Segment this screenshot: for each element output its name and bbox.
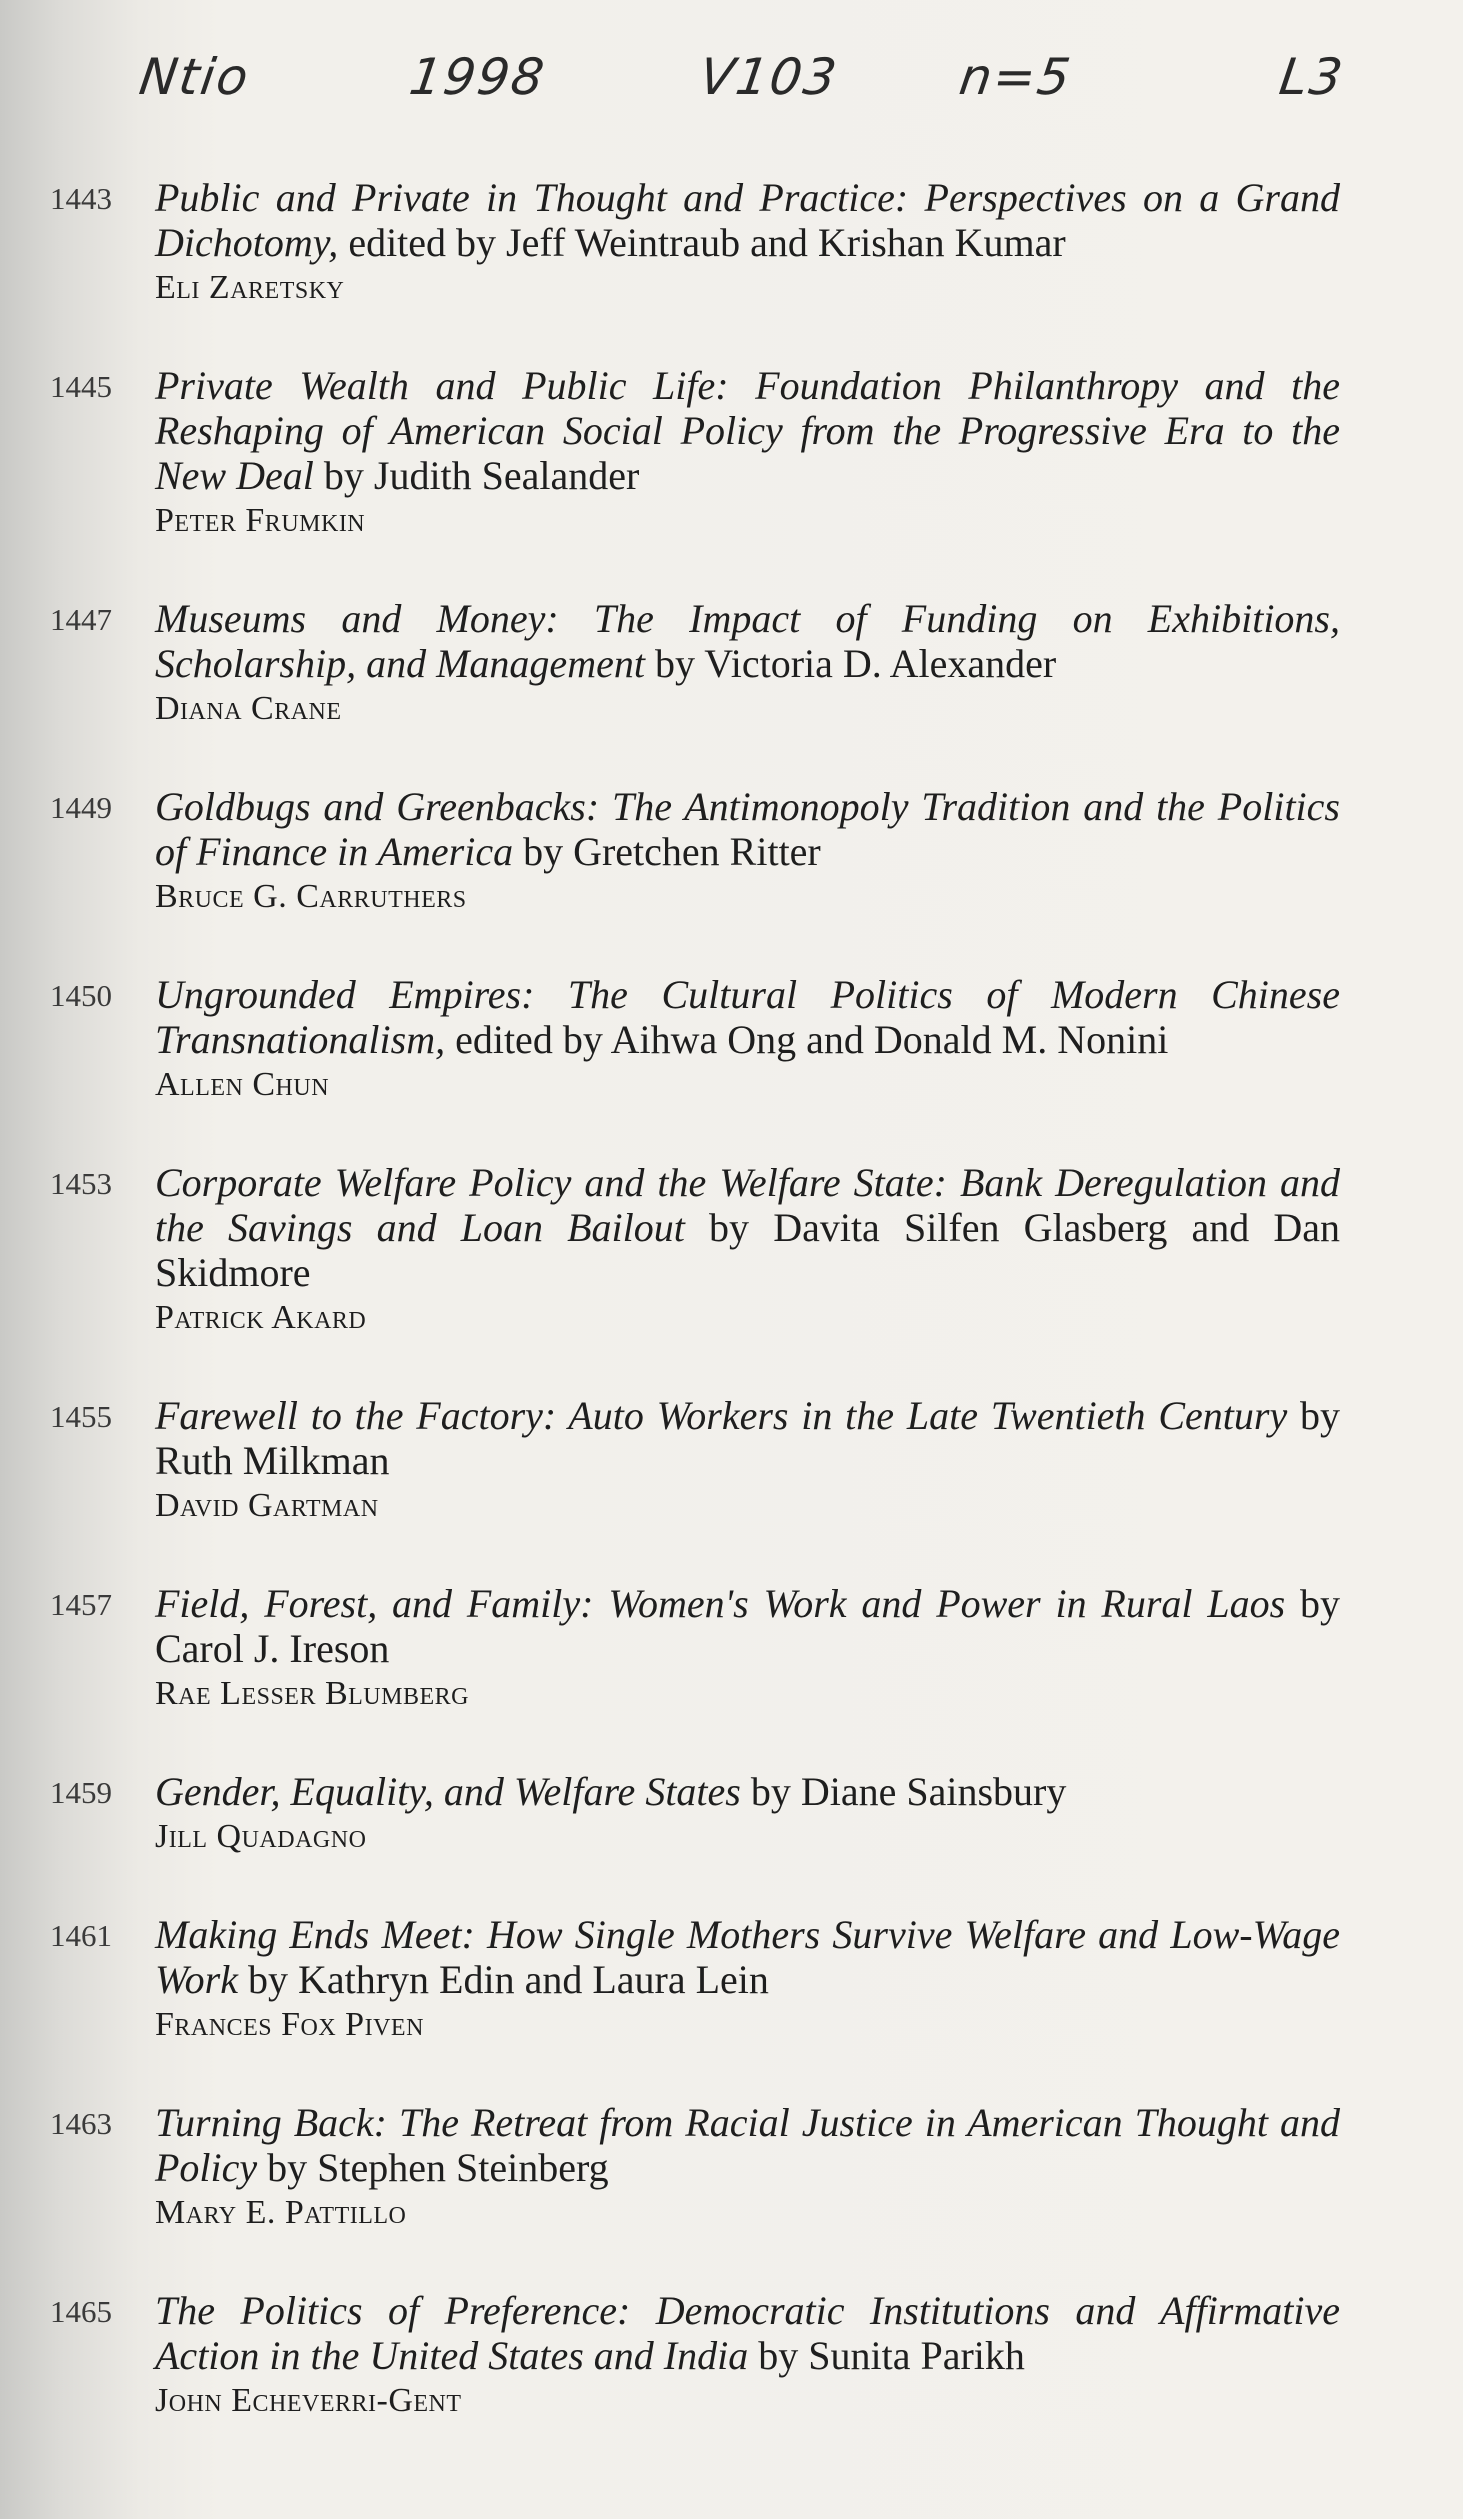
page-number: 1449	[50, 790, 112, 825]
book-author: by Ruth Milkman	[155, 1393, 1341, 1483]
book-author: by Sunita Parikh	[748, 2333, 1025, 2378]
book-citation	[155, 175, 1340, 265]
page-number: 1450	[50, 978, 112, 1013]
book-citation	[155, 784, 1340, 874]
review-list	[50, 175, 1340, 2476]
book-citation	[155, 1769, 1340, 1814]
book-author: by Diane Sainsbury	[740, 1769, 1067, 1814]
page-number: 1447	[50, 602, 112, 637]
book-citation	[155, 1160, 1340, 1295]
handwritten-note: n=5	[955, 48, 1076, 106]
review-entry	[50, 972, 1340, 1108]
book-title: Private Wealth and Public Life: Foundation Philanthropy and the Reshaping of American Social Policy from the Progressive Era to the New Deal	[155, 363, 1340, 498]
book-title: Gender, Equality, and Welfare States	[155, 1769, 741, 1814]
reviewer-name: Diana Crane	[155, 690, 342, 727]
handwritten-note: L3	[1275, 48, 1348, 106]
book-title: Field, Forest, and Family: Women's Work and Power in Rural Laos	[155, 1581, 1286, 1626]
book-title: The Politics of Preference: Democratic Institutions and Affirmative Action in the United States and India	[155, 2288, 1340, 2378]
book-title: Museums and Money: The Impact of Funding on Exhibitions, Scholarship, and Management	[155, 596, 1340, 686]
page-number: 1443	[50, 181, 112, 216]
review-entry	[50, 1393, 1340, 1529]
book-citation	[155, 596, 1340, 686]
reviewer-name: John Echeverri-Gent	[155, 2382, 462, 2419]
reviewer-name: Peter Frumkin	[155, 502, 366, 539]
review-entry	[50, 2100, 1340, 2236]
book-citation	[155, 972, 1340, 1062]
book-author: by Victoria D. Alexander	[644, 641, 1057, 686]
review-entry	[50, 1912, 1340, 2048]
book-author: by Carol J. Ireson	[155, 1581, 1341, 1671]
book-title: Turning Back: The Retreat from Racial Justice in American Thought and Policy	[155, 2100, 1340, 2190]
book-title: Ungrounded Empires: The Cultural Politics of Modern Chinese Transnationalism,	[155, 972, 1340, 1062]
reviewer-name: Patrick Akard	[155, 1299, 367, 1336]
handwritten-note: 1998	[405, 48, 550, 106]
reviewer-name: David Gartman	[155, 1487, 379, 1524]
page-number: 1457	[50, 1587, 112, 1622]
review-entry	[50, 1160, 1340, 1341]
book-citation	[155, 1393, 1340, 1483]
reviewer-name: Jill Quadagno	[155, 1818, 367, 1855]
handwritten-annotation	[0, 30, 1463, 140]
page-number: 1463	[50, 2106, 112, 2141]
book-citation	[155, 1912, 1340, 2002]
book-title: Making Ends Meet: How Single Mothers Survive Welfare and Low-Wage Work	[155, 1912, 1340, 2002]
page-number: 1453	[50, 1166, 112, 1201]
page-number: 1445	[50, 369, 112, 404]
book-author: edited by Aihwa Ong and Donald M. Nonini	[445, 1017, 1169, 1062]
book-citation	[155, 1581, 1340, 1671]
page-number: 1459	[50, 1775, 112, 1810]
book-author: edited by Jeff Weintraub and Krishan Kumar	[338, 220, 1066, 265]
handwritten-note: V103	[695, 48, 842, 106]
book-citation	[155, 363, 1340, 498]
review-entry	[50, 1769, 1340, 1860]
reviewer-name: Rae Lesser Blumberg	[155, 1675, 469, 1712]
book-title: Farewell to the Factory: Auto Workers in the Late Twentieth Century	[155, 1393, 1288, 1438]
review-entry	[50, 1581, 1340, 1717]
book-author: by Davita Silfen Glasberg and Dan Skidmore	[155, 1205, 1341, 1295]
reviewer-name: Eli Zaretsky	[155, 269, 345, 306]
review-entry	[50, 596, 1340, 732]
review-entry	[50, 175, 1340, 311]
book-author: by Kathryn Edin and Laura Lein	[237, 1957, 769, 2002]
book-title: Corporate Welfare Policy and the Welfare State: Bank Deregulation and the Savings and Loan Bailout	[155, 1160, 1340, 1250]
book-title: Public and Private in Thought and Practice: Perspectives on a Grand Dichotomy,	[155, 175, 1340, 265]
book-author: by Gretchen Ritter	[513, 829, 821, 874]
page-number: 1455	[50, 1399, 112, 1434]
handwritten-note: Ntio	[135, 48, 254, 106]
page-number: 1465	[50, 2294, 112, 2329]
review-entry	[50, 2288, 1340, 2424]
reviewer-name: Bruce G. Carruthers	[155, 878, 467, 915]
book-author: by Judith Sealander	[313, 453, 640, 498]
book-citation	[155, 2288, 1340, 2378]
reviewer-name: Frances Fox Piven	[155, 2006, 424, 2043]
reviewer-name: Allen Chun	[155, 1066, 330, 1103]
book-author: by Stephen Steinberg	[257, 2145, 609, 2190]
book-title: Goldbugs and Greenbacks: The Antimonopoly Tradition and the Politics of Finance in America	[155, 784, 1340, 874]
reviewer-name: Mary E. Pattillo	[155, 2194, 407, 2231]
review-entry	[50, 784, 1340, 920]
book-citation	[155, 2100, 1340, 2190]
review-entry	[50, 363, 1340, 544]
page-number: 1461	[50, 1918, 112, 1953]
